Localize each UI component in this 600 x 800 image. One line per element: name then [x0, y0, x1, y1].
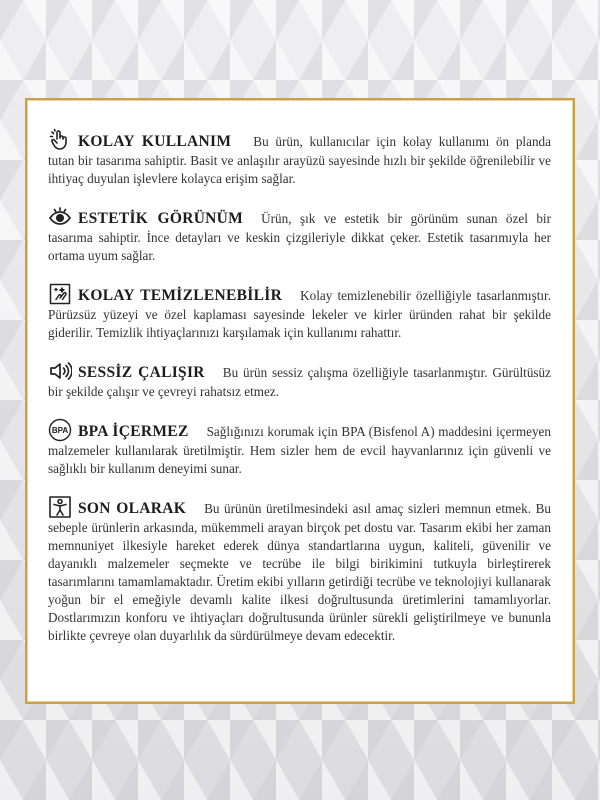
- section-text: Ürün, şık ve estetik bir görünüm sunan özel bir tasarıma sahiptir. İnce detayları ve keskin çizgileriyle dikkat çeker. Estetik tasarımıyla her ortama uyum sağlar.: [48, 211, 551, 263]
- hand-wipe-icon: [48, 282, 72, 306]
- section-title: SESSİZ ÇALIŞIR: [78, 364, 205, 381]
- info-card: [25, 98, 575, 704]
- section-paragraph: [48, 418, 551, 478]
- section-paragraph: [48, 205, 551, 265]
- section-paragraph: [48, 128, 551, 188]
- section-bpa-icermez: [48, 418, 551, 478]
- section-kolay-kullanim: [48, 128, 551, 188]
- section-paragraph: [48, 282, 551, 342]
- eye-icon: [48, 205, 72, 229]
- section-text: Bu ürün, kullanıcılar için kolay kullanımı ön planda tutan bir tasarıma sahiptir. Basit ve anlaşılır arayüzü sayesinde hızlı bir şekilde öğrenilebilir ve ihtiyaç duyulan işlevlere kolayca erişim sağlar.: [48, 134, 551, 186]
- section-title: BPA İÇERMEZ: [78, 423, 189, 440]
- bpa-icon-label: BPA: [51, 426, 69, 435]
- hand-tap-icon: [48, 128, 72, 152]
- section-text: Sağlığınızı korumak için BPA (Bisfenol A) maddesini içermeyen malzemeler kullanılarak üretilmiştir. Hem sizler hem de evcil hayvanlarınız için güvenli ve sağlıklı bir kullanım deneyimi sunar.: [48, 424, 551, 476]
- section-estetik-gorunum: [48, 205, 551, 265]
- section-kolay-temizlenebilir: [48, 282, 551, 342]
- section-title: SON OLARAK: [78, 500, 187, 517]
- bpa-icon: [48, 418, 72, 442]
- section-paragraph: [48, 495, 551, 645]
- section-sessiz-calisir: [48, 359, 551, 401]
- person-icon: [48, 495, 72, 519]
- section-paragraph: [48, 359, 551, 401]
- card-content: [48, 128, 551, 662]
- speaker-icon: [48, 359, 72, 383]
- section-text: Bu ürün sessiz çalışma özelliğiyle tasarlanmıştır. Gürültüsüz bir şekilde çalışır ve çevreyi rahatsız etmez.: [48, 365, 552, 399]
- section-title: KOLAY TEMİZLENEBİLİR: [78, 287, 283, 304]
- section-text: Kolay temizlenebilir özelliğiyle tasarlanmıştır. Pürüzsüz yüzeyi ve özel kaplaması sayesinde lekeler ve kirler üründen rahat bir şekilde giderilir. Temizlik ihtiyaçlarınızı karşılamak için kullanımı rahattır.: [48, 288, 551, 340]
- section-title: KOLAY KULLANIM: [78, 133, 232, 150]
- section-text: Bu ürünün üretilmesindeki asıl amaç sizleri memnun etmek. Bu sebeple ürünlerin arkasında, mükemmeli arayan birçok pet dostu var. Tasarım ekibi her zaman memnuniyet ilkesiyle hareket ederek dünya standartlarına uygun, kaliteli, güvenilir ve dayanıklı malzemeler seçmekte ve tecrübe ile bilgi birikimini tutkuyla birleştirerek tasarımlarını tamamlamaktadır. Üretim ekibi yılların getirdiği tecrübe ve teknolojiyi kullanarak yoğun bir el emeğiyle devamlı kalite ilkesi doğrultusunda üretimlerini tamamlıyorlar. Dostlarımızın konforu ve ihtiyaçları doğrultusunda ürünler sürekli geliştirilmeye ve bununla birlikte çevreye olan duyarlılık da sürdürülmeye devam edecektir.: [48, 501, 551, 643]
- section-title: ESTETİK GÖRÜNÜM: [78, 210, 244, 227]
- section-son-olarak: [48, 495, 551, 645]
